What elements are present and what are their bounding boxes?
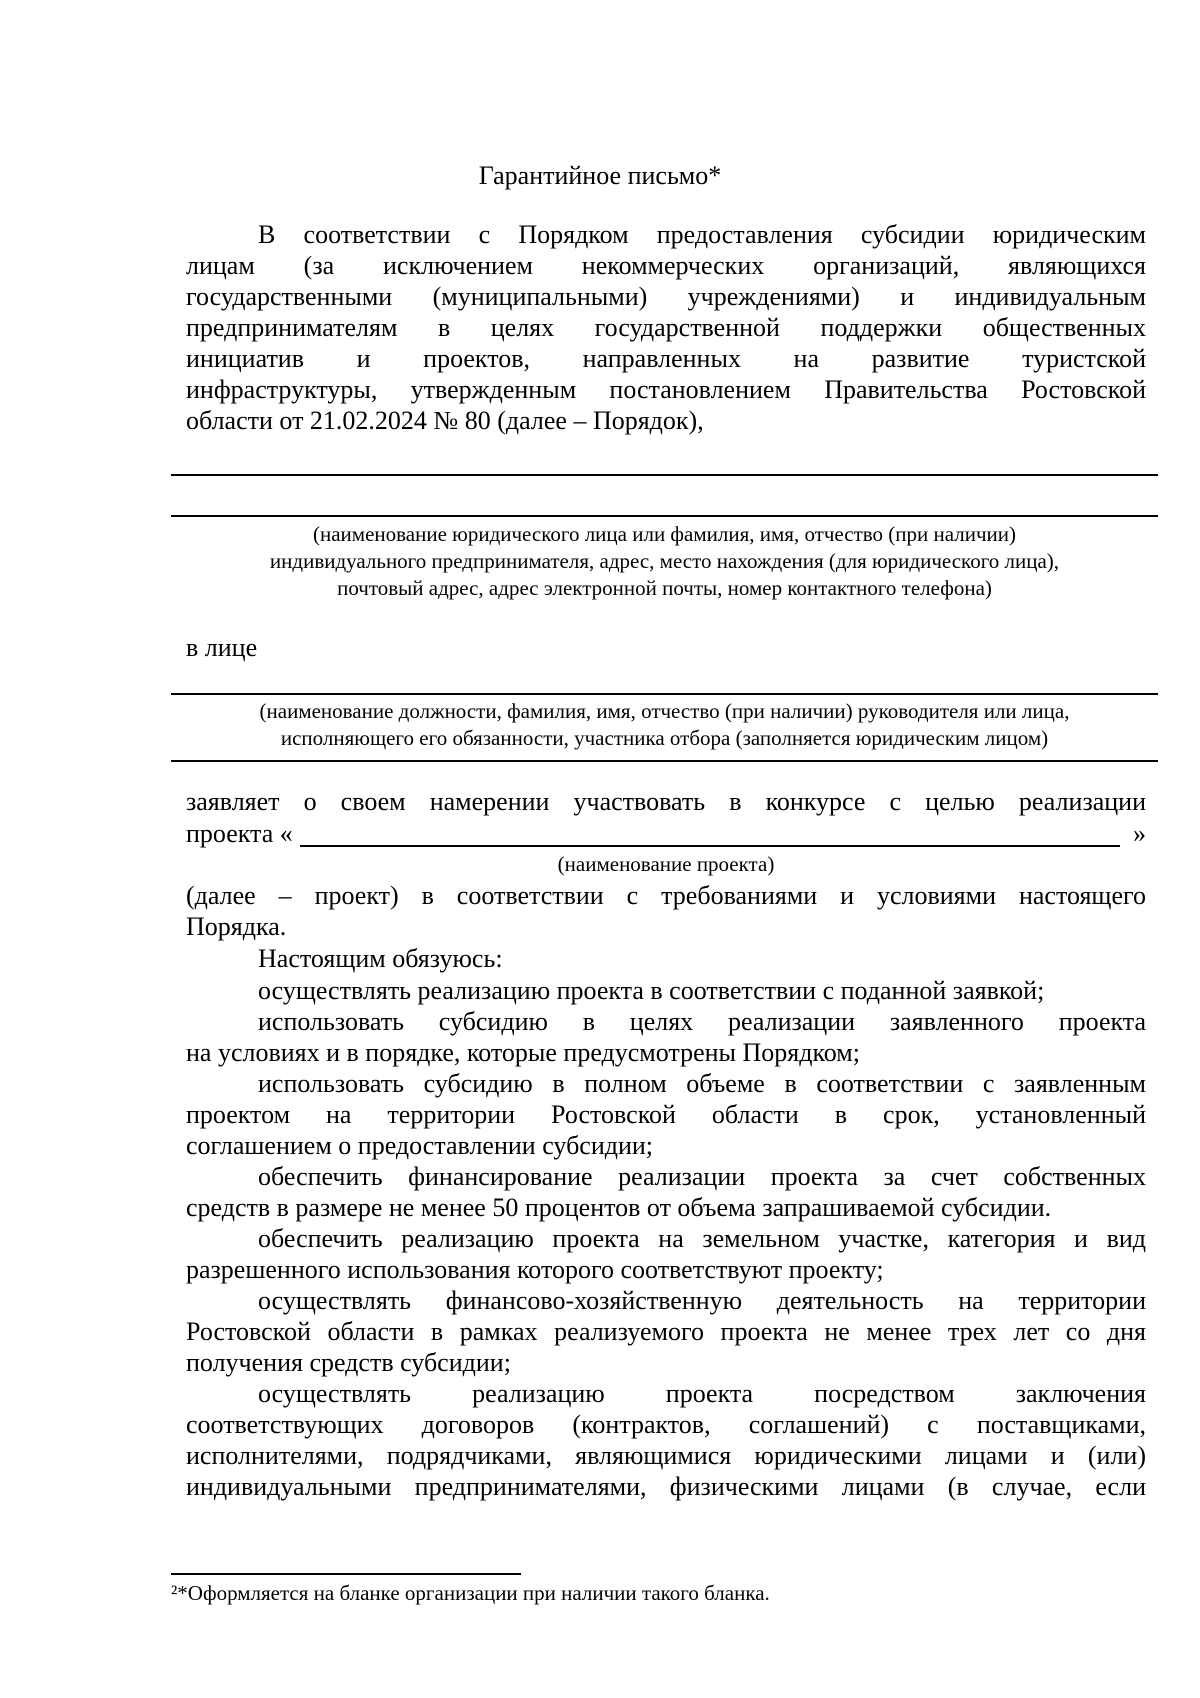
intro-line: инициатив и проектов, направленных на развитие туристской xyxy=(186,344,1146,373)
para-line: Порядка. xyxy=(186,912,287,941)
intro-line: В соответствии с Порядком предоставления субсидии юридическим xyxy=(258,220,1146,249)
obligation-item xyxy=(186,1006,1146,1068)
caption-line: почтовый адрес, адрес электронной почты, номер контактного телефона) xyxy=(337,576,992,600)
footnote: ²*Оформляется на бланке организации при наличии такого бланка. xyxy=(171,1581,770,1605)
obligation-line: на условиях и в порядке, которые предусмотрены Порядком; xyxy=(186,1038,860,1067)
document-title: Гарантийное письмо* xyxy=(478,161,722,190)
obligation-item xyxy=(186,1223,1146,1285)
intro-line: государственными (муниципальными) учреждениями) и индивидуальным xyxy=(186,282,1146,311)
obligation-line: осуществлять реализацию проекта в соответствии с поданной заявкой; xyxy=(258,976,1045,1005)
obligation-line: средств в размере не менее 50 процентов от объема запрашиваемой субсидии. xyxy=(186,1193,1052,1222)
obligation-item xyxy=(186,1161,1146,1223)
entity-fill-line[interactable] xyxy=(171,474,1158,476)
obligation-line: исполнителями, подрядчиками, являющимися юридическими лицами и (или) xyxy=(186,1441,1146,1470)
para-line: (далее – проект) в соответствии с требованиями и условиями настоящего xyxy=(186,881,1146,910)
obligation-line: разрешенного использования которого соответствуют проекту; xyxy=(186,1255,884,1284)
caption-line: индивидуального предпринимателя, адрес, место нахождения (для юридического лица), xyxy=(269,549,1060,573)
head-bottom-line xyxy=(171,760,1158,762)
intro-line: области от 21.02.2024 № 80 (далее – Порядок), xyxy=(186,406,704,435)
declares-line: заявляет о своем намерении участвовать в конкурсе с целью реализации xyxy=(186,787,1146,816)
obligation-line: осуществлять реализацию проекта посредством заключения xyxy=(258,1379,1146,1408)
head-fill-line[interactable] xyxy=(171,693,1158,695)
obligation-line: Ростовской области в рамках реализуемого проекта не менее трех лет со дня xyxy=(186,1317,1146,1346)
obligation-item xyxy=(186,1285,1146,1378)
project-close-quote: » xyxy=(1133,819,1146,848)
obligations-list xyxy=(186,975,1146,1502)
obligation-item xyxy=(186,1068,1146,1161)
obligation-line: обеспечить реализацию проекта на земельном участке, категория и вид xyxy=(258,1224,1146,1253)
obligation-line: соответствующих договоров (контрактов, соглашений) с поставщиками, xyxy=(186,1410,1146,1439)
head-caption xyxy=(171,698,1158,752)
intro-paragraph xyxy=(186,219,1146,436)
project-open-label: проекта « xyxy=(186,819,293,848)
intro-line: лицам (за исключением некоммерческих организаций, являющихся xyxy=(186,251,1146,280)
footnote-separator xyxy=(171,1573,521,1575)
obligation-line: использовать субсидию в полном объеме в соответствии с заявленным xyxy=(258,1069,1146,1098)
entity-caption xyxy=(171,521,1158,602)
after-project-paragraph xyxy=(186,880,1146,942)
project-name-field[interactable] xyxy=(300,845,1120,847)
in-person-label: в лице xyxy=(186,633,258,662)
entity-fill-line[interactable] xyxy=(171,515,1158,517)
intro-line: инфраструктуры, утвержденным постановлением Правительства Ростовской xyxy=(186,375,1146,404)
intro-line: предпринимателям в целях государственной поддержки общественных xyxy=(186,313,1146,342)
obligation-line: получения средств субсидии; xyxy=(186,1348,511,1377)
obligation-line: использовать субсидию в целях реализации заявленного проекта xyxy=(258,1007,1146,1036)
obligation-line: обеспечить финансирование реализации проекта за счет собственных xyxy=(258,1162,1146,1191)
obligation-item xyxy=(186,1378,1146,1502)
obligation-line: соглашением о предоставлении субсидии; xyxy=(186,1131,654,1160)
caption-line: (наименование юридического лица или фамилия, имя, отчество (при наличии) xyxy=(313,522,1016,546)
obligation-line: индивидуальными предпринимателями, физическими лицами (в случае, если xyxy=(186,1472,1146,1501)
obligation-item xyxy=(186,975,1146,1006)
obligation-line: проектом на территории Ростовской области в срок, установленный xyxy=(186,1100,1146,1129)
caption-line: (наименование должности, фамилия, имя, отчество (при наличии) руководителя или лица, xyxy=(259,699,1070,723)
caption-line: исполняющего его обязанности, участника отбора (заполняется юридическим лицом) xyxy=(280,726,1049,750)
obligation-line: осуществлять финансово-хозяйственную деятельность на территории xyxy=(258,1286,1146,1315)
obligations-intro: Настоящим обязуюсь: xyxy=(258,944,503,973)
project-caption: (наименование проекта) xyxy=(557,852,775,876)
